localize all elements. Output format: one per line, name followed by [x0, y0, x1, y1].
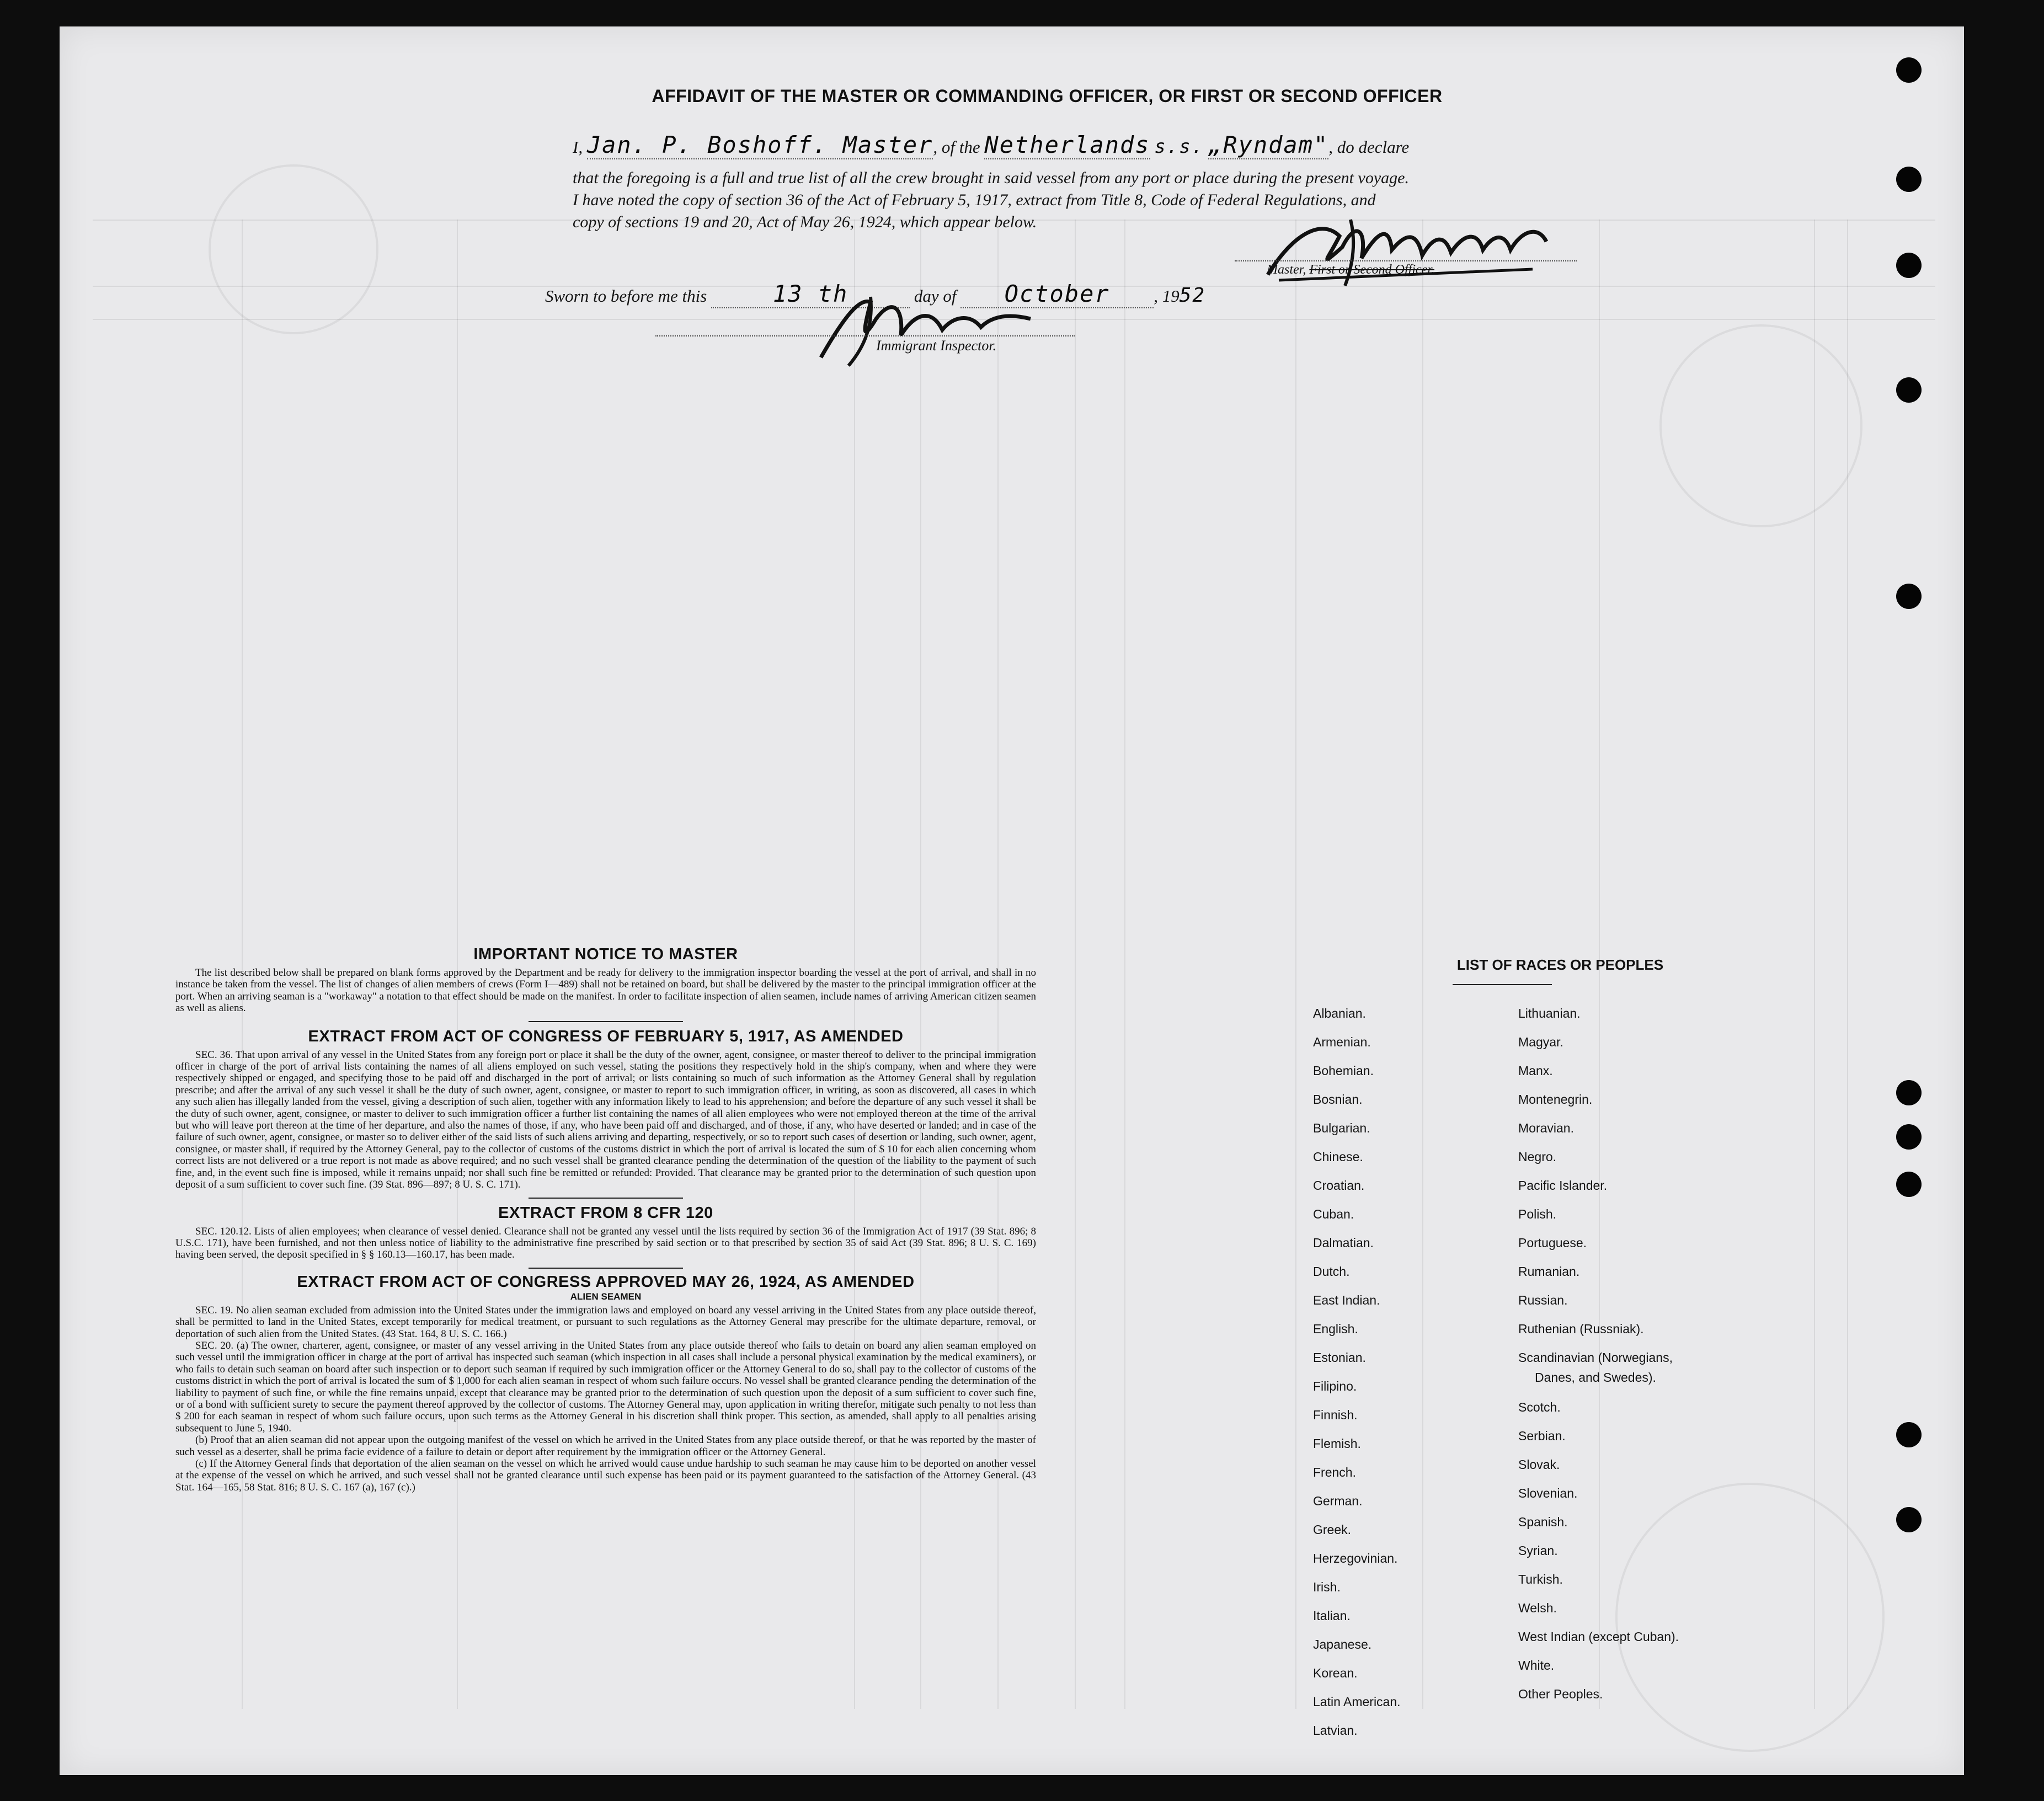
master-signature-line [1235, 260, 1577, 261]
race-item: West Indian (except Cuban). [1518, 1629, 1679, 1644]
divider [529, 1021, 683, 1022]
extract-1917-text: SEC. 36. That upon arrival of any vessel in the United States from any foreign port or place it shall be the duty of the owner, agent, consignee, or master thereof to deliver to the principal immigration officer in charge of the port of arrival lists containing the names of all aliens employed on such vessel, stating the positions they respectively hold in the ship's company, when and where they were respectively shipped or engaged, and specifying those to be paid off and discharged in the port of arrival; or lists containing so much of such information as the Attorney General shall by regulation prescribe; and after the arrival of any such vessel it shall be the duty of such owner, agent, consignee, or master to report to such immigration officer, in writing, as soon as discovered, all cases in which any such alien has illegally landed from the vessel, giving a description of such alien, together with any information likely to lead to his apprehension; and before the departure of any such vessel it shall be the duty of such owner, agent, consignee, or master to deliver to such immigration officer a further list containing the names of all alien employees who were not employed thereon at the time of the arrival but who will leave port thereon at the time of her departure, and also the names of those, if any, who have been paid off and discharged, and of those, if any, who have deserted or landed; and in case of the failure of such owner, agent, consignee, or master so to deliver either of the said lists of such aliens arriving and departing, respectively, or so to report such cases of desertion or landing, such owner, agent, consignee, or master shall, if required by the Attorney General, pay to the collector of customs of the customs district in which the port of arrival is located the sum of $ 10 for each alien concerning whom correct lists are not delivered or a true report is not made as above required; and no such vessel shall be granted clearance pending the determination of the question of the liability to the payment of such fine, and, in the event such fine is imposed, while it remains unpaid; nor shall such fine be remitted or refunded: Provided. That clearance may be granted prior to the determination of such question upon deposit of a sum sufficient to cover such fine. (39 Stat. 896—897; 8 U. S. C. 171). [175, 1049, 1036, 1191]
race-item: German. [1313, 1494, 1363, 1508]
punch-hole [1896, 167, 1922, 192]
race-item: Latin American. [1313, 1695, 1401, 1709]
sec-20a-text: SEC. 20. (a) The owner, charterer, agent, consignee, or master of any vessel arriving in the United States from any place outside thereof who fails to detain on board any alien seaman employed on such vessel until the immigration officer in charge at the port of arrival has inspected such seaman (which inspection in all cases shall include a personal physical examination by the medical examiners), or who fails to detain such seaman on board after such inspection or to deport such seaman if required by such immigration officer or the Attorney General to do so, shall pay to the collector of customs of the customs district in which the port of arrival is located the sum of $ 1,000 for each alien seaman in respect of whom such failure occurs. No vessel shall be granted clearance pending the determination of the liability to payment of such fine, or while the fine remains unpaid, except that clearance may be granted prior to the determination of such question upon the deposit of a sum sufficient to cover such fine, or of a bond with sufficient surety to secure the payment thereof approved by the collector of customs. The Attorney General may, upon application in writing therefor, mitigate such penalty to not less than $ 200 for each seaman in respect of whom such failure occurs, upon such terms as the Attorney General in his discretion shall think proper. This section, as amended, shall apply to all penalties arising subsequent to June 5, 1940. [175, 1339, 1036, 1434]
race-item: Montenegrin. [1518, 1092, 1593, 1107]
race-item: Turkish. [1518, 1572, 1563, 1586]
punch-hole [1896, 1507, 1922, 1532]
race-item: Italian. [1313, 1608, 1351, 1623]
sworn-month-field: October [1004, 280, 1110, 307]
race-item: Herzegovinian. [1313, 1551, 1398, 1565]
affidavit-line-4: copy of sections 19 and 20, Act of May 26, 1924, which appear below. [573, 213, 1037, 231]
race-item: Scandinavian (Norwegians, [1518, 1350, 1673, 1365]
race-item: Polish. [1518, 1207, 1557, 1221]
race-item: Slovak. [1518, 1457, 1560, 1472]
faint-stamp [1659, 324, 1862, 527]
inspector-signature-line [655, 335, 1075, 336]
race-item: Bosnian. [1313, 1092, 1363, 1107]
race-item: Serbian. [1518, 1429, 1566, 1443]
race-item: Flemish. [1313, 1436, 1361, 1451]
race-item: French. [1313, 1465, 1356, 1479]
master-caption-text: Master, [1267, 263, 1306, 277]
race-item: Magyar. [1518, 1035, 1563, 1049]
race-item: Greek. [1313, 1522, 1352, 1537]
extract-cfr-text: SEC. 120.12. Lists of alien employees; when clearance of vessel denied. Clearance shall not be granted any vessel until the lists required by section 36 of the Immigration Act of 1917 (39 Stat. 896; 8 U.S.C. 171), have been furnished, and not then unless notice of liability to the administrative fine prescribed by said section or to that prescribed by section 35 of said Act (39 Stat. 896; 8 U. S. C. 169) having been served, the deposit specified in § § 160.13—160.17, has been made. [175, 1225, 1036, 1261]
i-prefix: I, [573, 137, 583, 157]
punch-hole [1896, 1124, 1922, 1150]
faint-stamp [1615, 1483, 1885, 1752]
race-item: Croatian. [1313, 1178, 1365, 1193]
punch-hole [1896, 584, 1922, 609]
master-caption [1267, 263, 1434, 277]
punch-hole [1896, 1080, 1922, 1105]
race-item: Russian. [1518, 1293, 1568, 1307]
race-item: Dutch. [1313, 1264, 1350, 1279]
affidavit-line-3: I have noted the copy of section 36 of the Act of February 5, 1917, extract from Title 8, Code of Federal Regulations, and [573, 191, 1376, 209]
race-item: Bohemian. [1313, 1064, 1374, 1078]
race-item: Lithuanian. [1518, 1006, 1581, 1020]
race-item: Latvian. [1313, 1723, 1358, 1738]
race-item: Manx. [1518, 1064, 1553, 1078]
race-item: Albanian. [1313, 1006, 1366, 1020]
race-item: Cuban. [1313, 1207, 1354, 1221]
master-signature [1246, 209, 1555, 291]
race-item: Syrian. [1518, 1543, 1558, 1558]
year-prefix: , 19 [1154, 286, 1180, 306]
race-item: Moravian. [1518, 1121, 1574, 1135]
sec-20b-text: (b) Proof that an alien seaman did not appear upon the outgoing manifest of the vessel on which he arrived in the United States from any place outside thereof, or that he was reported by the master of such vessel as a deserter, shall be prima facie evidence of a failure to detain or deport after requirement by the immigration officer or the Attorney General. [175, 1434, 1036, 1458]
sworn-day-field: 13 th [772, 280, 848, 307]
inspector-signature [810, 286, 1042, 368]
race-item: Other Peoples. [1518, 1687, 1603, 1701]
punch-hole [1896, 377, 1922, 403]
punch-hole [1896, 1422, 1922, 1447]
race-item: Spanish. [1518, 1515, 1568, 1529]
sworn-year-field: 52 [1179, 284, 1206, 307]
race-item: English. [1313, 1322, 1358, 1336]
race-item: Pacific Islander. [1518, 1178, 1608, 1193]
race-item: Chinese. [1313, 1150, 1363, 1164]
race-item: Armenian. [1313, 1035, 1371, 1049]
struck-officer-caption: First or Second Officer. [1309, 263, 1434, 277]
race-item: Dalmatian. [1313, 1236, 1374, 1250]
inspector-caption: Immigrant Inspector. [876, 338, 997, 354]
race-item: Danes, and Swedes). [1535, 1370, 1656, 1385]
do-declare-text: , do declare [1328, 137, 1410, 157]
race-item: Ruthenian (Russniak). [1518, 1322, 1644, 1336]
of-the-text: , of the [933, 137, 980, 157]
manifest-page [60, 26, 1964, 1775]
ss-prefix: s.s. [1154, 136, 1204, 158]
notice-title: IMPORTANT NOTICE TO MASTER [473, 945, 738, 963]
race-item: Slovenian. [1518, 1486, 1578, 1500]
extract-1924-title: EXTRACT FROM ACT OF CONGRESS APPROVED MAY 26, 1924, AS AMENDED [297, 1273, 915, 1291]
extract-1917-title: EXTRACT FROM ACT OF CONGRESS OF FEBRUARY 5, 1917, AS AMENDED [308, 1027, 904, 1045]
sec-20c-text: (c) If the Attorney General finds that deportation of the alien seaman on the vessel on which he arrived would cause undue hardship to such seaman he may cause him to be deported on another vessel at the expense of the vessel on which he arrived, and such vessel shall not be granted clearance until such expense has been paid or its payment guaranteed to the satisfaction of the Attorney General. (43 Stat. 164—165, 58 Stat. 816; 8 U. S. C. 167 (a), 167 (c).) [175, 1458, 1036, 1493]
affidavit-title: AFFIDAVIT OF THE MASTER OR COMMANDING OFFICER, OR FIRST OR SECOND OFFICER [652, 86, 1443, 106]
notice-text: The list described below shall be prepared on blank forms approved by the Department and be ready for delivery to the immigration inspector boarding the vessel at the port of arrival, and shall in no instance be taken from the vessel. The list of changes of alien members of crews (Form I—489) shall not be retained on board, but shall be delivered by the master to the principal immigration officer at the port. When an arriving seaman is a "workaway" a notation to that effect should be made on the manifest. In order to facilitate inspection of alien seamen, include names of arriving American citizen seamen as well as aliens. [175, 967, 1036, 1014]
race-item: Korean. [1313, 1666, 1358, 1680]
race-item: Bulgarian. [1313, 1121, 1370, 1135]
races-title: LIST OF RACES OR PEOPLES [1456, 956, 1664, 973]
divider [529, 1268, 683, 1269]
affidavit-line-2: that the foregoing is a full and true list of all the crew brought in said vessel from any port or place during the present voyage. [573, 169, 1409, 187]
race-item: Japanese. [1313, 1637, 1372, 1652]
nationality-field: Netherlands [984, 131, 1150, 158]
notice-section [175, 945, 1036, 1493]
race-item: Estonian. [1313, 1350, 1366, 1365]
race-item: Portuguese. [1518, 1236, 1587, 1250]
punch-hole [1896, 1172, 1922, 1197]
extract-cfr-title: EXTRACT FROM 8 CFR 120 [498, 1204, 713, 1222]
race-item: East Indian. [1313, 1293, 1380, 1307]
race-item: Negro. [1518, 1150, 1557, 1164]
race-item: Welsh. [1518, 1601, 1557, 1615]
punch-hole [1896, 253, 1922, 278]
faint-stamp [209, 164, 378, 334]
affidavit-declaration-line [573, 131, 1409, 159]
race-item: Filipino. [1313, 1379, 1357, 1393]
punch-hole [1896, 57, 1922, 83]
vessel-name-field: „Ryndam" [1208, 131, 1329, 158]
races-divider [1453, 984, 1552, 985]
race-item: Finnish. [1313, 1408, 1358, 1422]
sec-19-text: SEC. 19. No alien seaman excluded from admission into the United States under the immigration laws and employed on board any vessel arriving in the United States from any place outside thereof, shall be permitted to land in the United States, except temporarily for medical treatment, or pursuant to such regulations as the Attorney General may prescribe for the ultimate departure, removal, or deportation of such alien from the United States. (43 Stat. 164, 8 U. S. C. 166.) [175, 1304, 1036, 1340]
race-item: White. [1518, 1658, 1555, 1672]
alien-seamen-subtitle: ALIEN SEAMEN [570, 1291, 642, 1302]
divider [529, 1198, 683, 1199]
race-item: Rumanian. [1518, 1264, 1580, 1279]
race-item: Scotch. [1518, 1400, 1561, 1414]
day-of-text: day of [914, 286, 957, 306]
master-name-field: Jan. P. Boshoff. Master [586, 131, 933, 158]
sworn-text: Sworn to before me this [545, 286, 707, 306]
race-item: Irish. [1313, 1580, 1341, 1594]
